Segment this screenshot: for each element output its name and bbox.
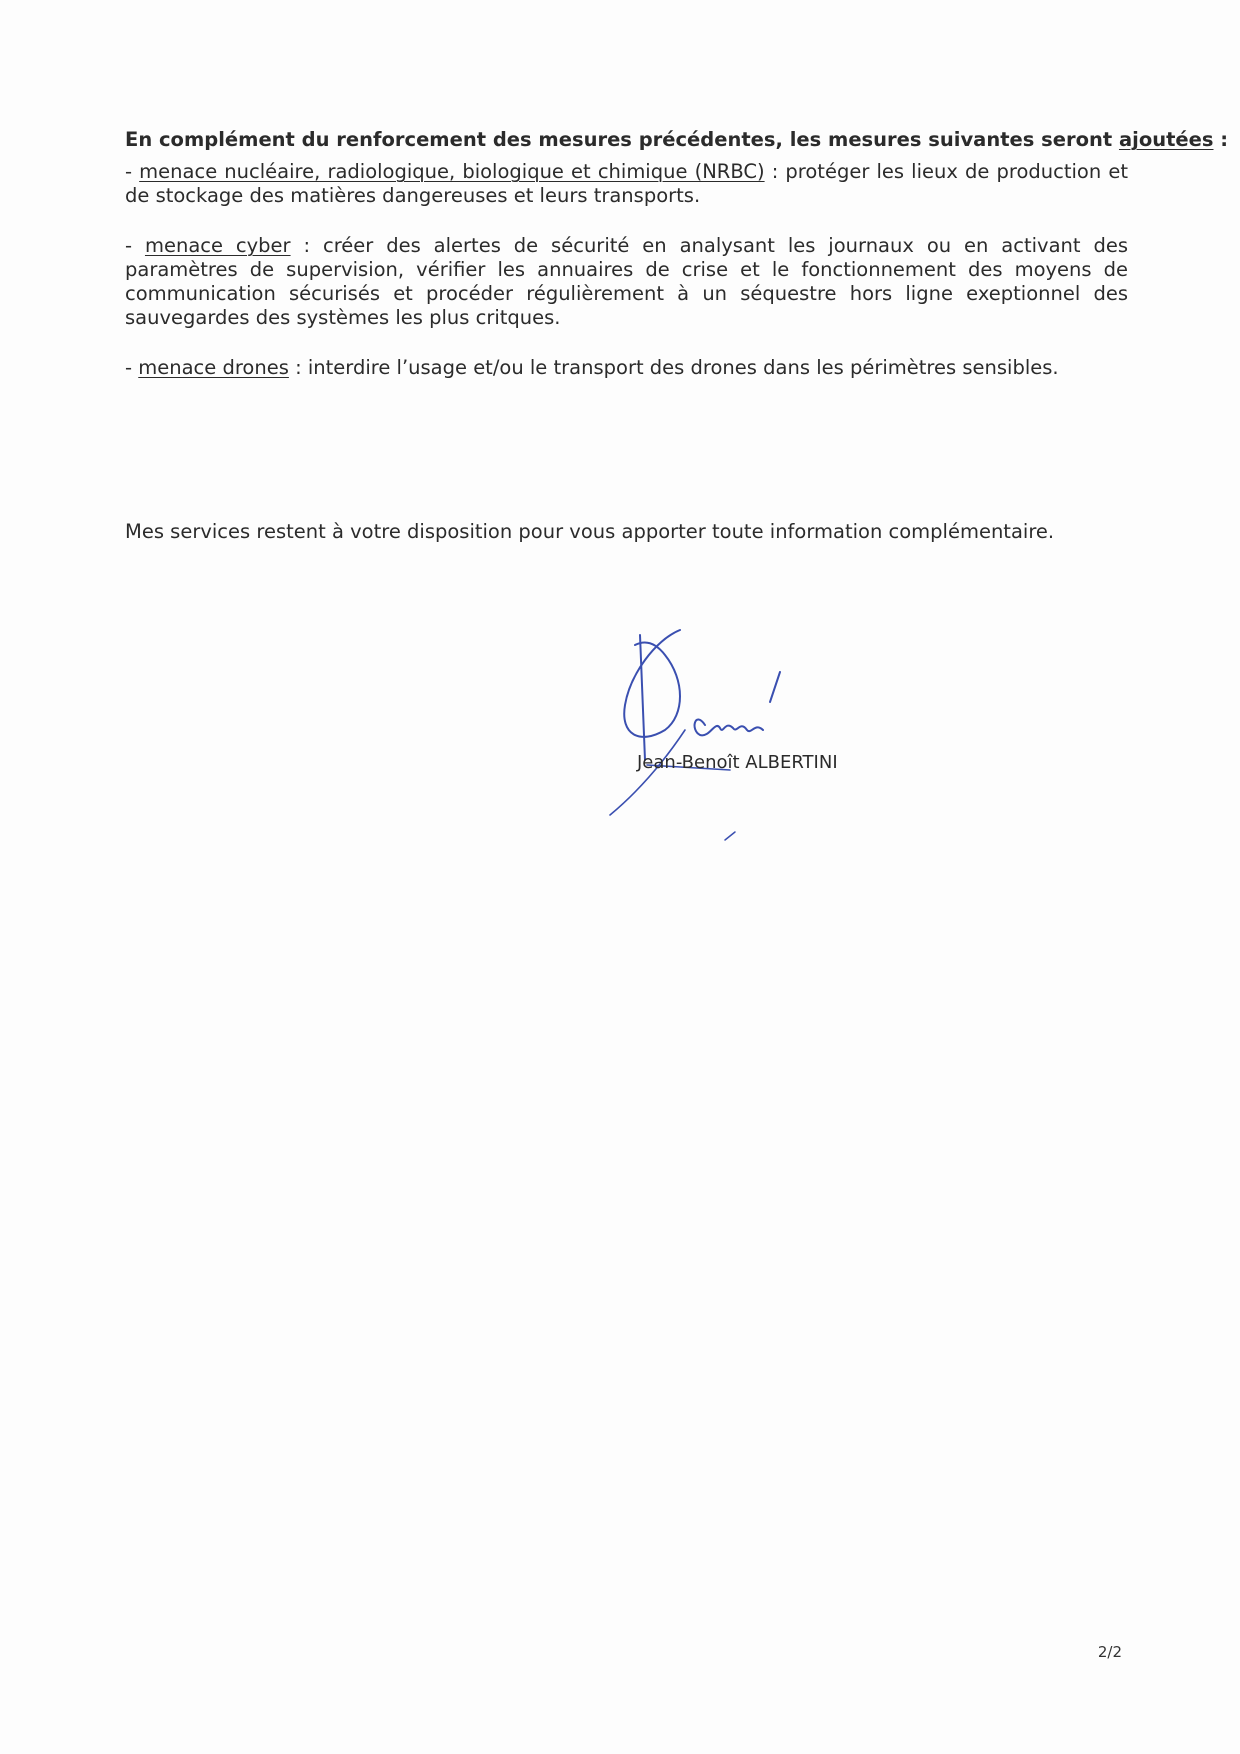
signature-block — [585, 620, 885, 870]
measure-drones — [125, 356, 1128, 380]
measure-text: : créer des alertes de sécurité en analysant les journaux ou en activant des paramètres de supervision, vérifier les annuaires de crise et le fonctionnement des moyens de communication sécurisés et procéder régulièrement à un séquestre hors ligne exeptionnel des sauvegardes des systèmes les plus critques. — [125, 234, 1128, 329]
closing-sentence: Mes services restent à votre disposition pour vous apporter toute information complémentaire. — [125, 519, 1055, 543]
measure-text: : protéger les lieux de production et de stockage des matières dangereuses et leurs transports. — [125, 160, 1128, 207]
measure-text: : interdire l’usage et/ou le transport des drones dans les périmètres sensibles. — [288, 356, 1059, 379]
measure-cyber — [125, 234, 1128, 330]
handwritten-signature — [585, 620, 885, 870]
intro-text: En complément du renforcement des mesures précédentes, les mesures suivantes seront — [125, 128, 1119, 151]
measure-nrbc — [125, 160, 1128, 208]
intro-underlined-word: ajoutées — [1118, 128, 1214, 151]
page-number: 2/2 — [1097, 1643, 1122, 1661]
letter-body — [125, 128, 1229, 380]
measure-label: menace cyber — [144, 234, 291, 257]
intro-heading — [125, 128, 1229, 152]
measure-prefix: - — [125, 356, 139, 379]
measure-label: menace nucléaire, radiologique, biologique et chimique (NRBC) — [139, 160, 765, 183]
measure-prefix: - — [125, 234, 145, 257]
intro-colon: : — [1213, 128, 1229, 151]
measure-label: menace drones — [138, 356, 289, 379]
measure-prefix: - — [125, 160, 140, 183]
signature-strokes — [610, 630, 780, 840]
signer-name: Jean-Benoît ALBERTINI — [637, 752, 838, 773]
